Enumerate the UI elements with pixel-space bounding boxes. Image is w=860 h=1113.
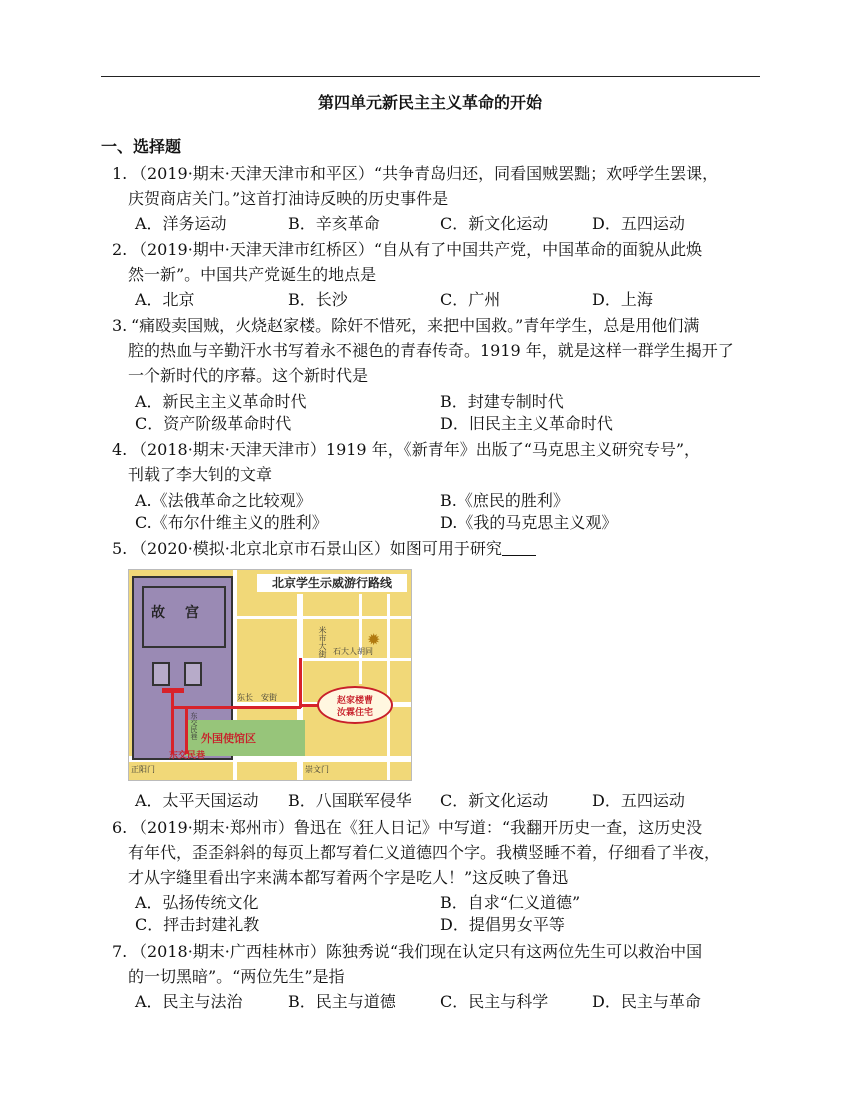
question-text: 才从字缝里看出字来满本都写着两个字是吃人！”这反映了鲁迅 (128, 868, 569, 887)
question-text: 有年代，歪歪斜斜的每页上都写着仁义道德四个字。我横竖睡不着，仔细看了半夜， (128, 843, 721, 862)
question-number: 5. (112, 539, 128, 558)
map-label: 安街 (261, 693, 277, 702)
option-b[interactable]: B．自求“仁义道德” (440, 893, 581, 912)
option-d[interactable]: D．五四运动 (592, 214, 685, 233)
question-text: 然一新”。中国共产党诞生的地点是 (128, 265, 377, 284)
map-label: 东长 (237, 693, 253, 702)
option-b[interactable]: B．八国联军侵华 (288, 791, 412, 810)
route-line (299, 658, 302, 708)
route-line (171, 688, 174, 754)
option-c[interactable]: C.《布尔什维主义的胜利》 (135, 513, 328, 532)
question-number: 3. (112, 316, 128, 335)
option-c[interactable]: C．民主与科学 (440, 992, 549, 1011)
map-label-palace: 宫 (185, 605, 199, 621)
map-street (387, 594, 390, 780)
map-label: 赵家楼曹 (336, 696, 373, 706)
option-a[interactable]: A．洋务运动 (135, 214, 227, 233)
route-line (299, 704, 319, 707)
option-c[interactable]: C．新文化运动 (440, 791, 549, 810)
option-c[interactable]: C．资产阶级革命时代 (135, 414, 292, 433)
option-d[interactable]: D．提倡男女平等 (440, 915, 565, 934)
route-map-figure (128, 569, 412, 781)
map-label-palace: 故 (151, 605, 165, 621)
map-label: 汝霖住宅 (336, 708, 373, 718)
question-number: 2. (112, 240, 128, 259)
question-number: 7. (112, 942, 128, 961)
option-b[interactable]: B．民主与道德 (288, 992, 396, 1011)
question-text: （2019·期末·天津天津市和平区）“共争青岛归还，同看国贼罢黜；欢呼学生罢课， (131, 164, 719, 183)
map-label: 崇文门 (305, 765, 329, 774)
answer-blank (502, 541, 536, 556)
option-b[interactable]: B．封建专制时代 (440, 392, 564, 411)
option-a[interactable]: A．弘扬传统文化 (135, 893, 259, 912)
question-text: 一个新时代的序幕。这个新时代是 (128, 366, 369, 385)
map-label: 石大人胡同 (333, 647, 373, 656)
header-rule (101, 76, 760, 77)
route-line (185, 706, 188, 754)
map-street (359, 594, 362, 684)
option-c[interactable]: C．广州 (440, 290, 501, 309)
map-label: 米市大街 (318, 626, 327, 658)
option-c[interactable]: C．新文化运动 (440, 214, 549, 233)
flame-icon: ✹ (367, 630, 381, 649)
section-heading: 一、选择题 (101, 137, 182, 156)
question-text: （2019·期末·郑州市）鲁迅在《狂人日记》中写道：“我翻开历史一查，这历史没 (131, 818, 703, 837)
map-label: 东交民巷 (190, 712, 198, 740)
option-b[interactable]: B．长沙 (288, 290, 348, 309)
zhaojialou-callout (317, 686, 393, 724)
option-d[interactable]: D．五四运动 (592, 791, 685, 810)
option-b[interactable]: B．辛亥革命 (288, 214, 380, 233)
question-text: 刊载了李大钊的文章 (128, 465, 273, 484)
map-label: 正阳门 (131, 765, 155, 774)
option-d[interactable]: D．民主与革命 (592, 992, 701, 1011)
option-a[interactable]: A．民主与法治 (135, 992, 243, 1011)
question-number: 1. (112, 164, 128, 183)
option-d[interactable]: D.《我的马克思主义观》 (440, 513, 618, 532)
question-text: 庆贺商店关门。”这首打油诗反映的历史事件是 (128, 189, 449, 208)
question-text: （2019·期中·天津天津市红桥区）“自从有了中国共产党，中国革命的面貌从此焕 (131, 240, 703, 259)
option-b[interactable]: B.《庶民的胜利》 (440, 491, 569, 510)
map-street (303, 658, 411, 661)
option-a[interactable]: A.《法俄革命之比较观》 (135, 491, 312, 510)
option-a[interactable]: A．北京 (135, 290, 195, 309)
question-number: 4. (112, 440, 128, 459)
page-title: 第四单元新民主主义革命的开始 (317, 93, 542, 112)
question-text: 腔的热血与辛勤汗水书写着永不褪色的青春传奇。1919 年，就是这样一群学生揭开了 (128, 341, 734, 360)
option-d[interactable]: D．旧民主主义革命时代 (440, 414, 613, 433)
question-text: （2020·模拟·北京北京市石景山区）如图可用于研究 (131, 538, 536, 560)
map-label: 东交民巷 (169, 751, 206, 761)
question-text: （2018·期末·天津天津市）1919 年，《新青年》出版了“马克思主义研究专号”， (131, 440, 701, 459)
option-a[interactable]: A．新民主主义革命时代 (135, 392, 307, 411)
question-number: 6. (112, 818, 128, 837)
map-title: 北京学生示威游行路线 (257, 574, 407, 592)
question-text: 的一切黑暗”。“两位先生”是指 (128, 967, 345, 986)
question-text: “痛殴卖国贼，火烧赵家楼。除奸不惜死，来把中国救。”青年学生，总是用他们满 (131, 316, 700, 335)
option-d[interactable]: D．上海 (592, 290, 653, 309)
option-a[interactable]: A．太平天国运动 (135, 791, 259, 810)
map-street (233, 616, 411, 619)
option-c[interactable]: C．抨击封建礼教 (135, 915, 260, 934)
map-label-legation: 外国使馆区 (201, 732, 256, 745)
question-text: （2018·期末·广西桂林市）陈独秀说“我们现在认定只有这两位先生可以救治中国 (131, 942, 703, 961)
route-line (171, 706, 301, 709)
